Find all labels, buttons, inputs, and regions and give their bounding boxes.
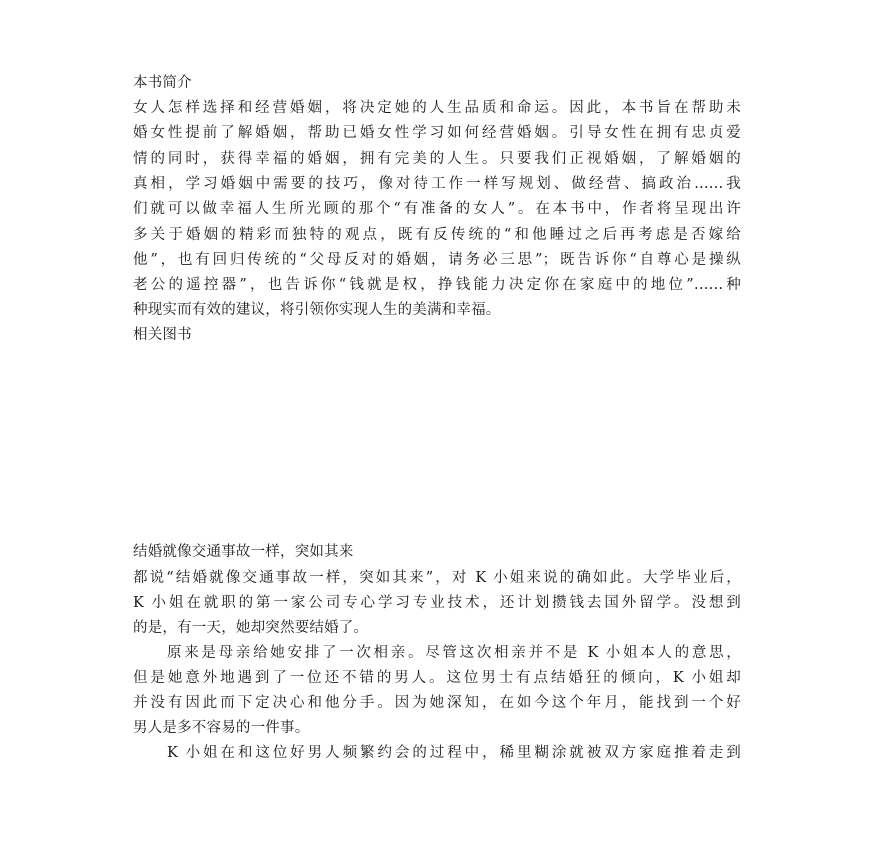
- intro-line-7: 他”，也有回归传统的“父母反对的婚姻，请务必三思”；既告诉你“自尊心是操纵: [133, 252, 741, 268]
- intro-line-2: 婚女性提前了解婚姻，帮助已婚女性学习如何经营婚姻。引导女性在拥有忠贞爱: [133, 125, 741, 141]
- chapter-line-2: K 小姐在就职的第一家公司专心学习专业技术，还计划攒钱去国外留学。没想到: [133, 595, 741, 611]
- chapter-line-6: 并没有因此而下定决心和他分手。因为她深知，在如今这个年月，能找到一个好: [133, 695, 741, 711]
- chapter-line-8: K 小姐在和这位好男人频繁约会的过程中，稀里糊涂就被双方家庭推着走到: [167, 745, 741, 761]
- chapter-line-7: 男人是多不容易的一件事。: [133, 720, 310, 736]
- chapter-line-4: 原来是母亲给她安排了一次相亲。尽管这次相亲并不是 K 小姐本人的意思，: [167, 645, 741, 661]
- intro-line-9: 种现实而有效的建议，将引领你实现人生的美满和幸福。: [133, 302, 501, 318]
- chapter-title: 结婚就像交通事故一样，突如其来: [133, 544, 354, 560]
- section-heading-related-books: 相关图书: [133, 327, 192, 343]
- intro-line-4: 真相，学习婚姻中需要的技巧，像对待工作一样写规划、做经营、搞政治……我: [133, 176, 741, 192]
- chapter-line-3: 的是，有一天，她却突然要结婚了。: [133, 620, 369, 636]
- intro-line-8: 老公的遥控器”，也告诉你“钱就是权，挣钱能力决定你在家庭中的地位”……种: [133, 277, 741, 293]
- chapter-line-1: 都说“结婚就像交通事故一样，突如其来”，对 K 小姐来说的确如此。大学毕业后，: [133, 570, 741, 586]
- intro-line-3: 情的同时，获得幸福的婚姻，拥有完美的人生。只要我们正视婚姻，了解婚姻的: [133, 151, 741, 167]
- chapter-line-5: 但是她意外地遇到了一位还不错的男人。这位男士有点结婚狂的倾向，K 小姐却: [133, 670, 741, 686]
- intro-line-1: 女人怎样选择和经营婚姻，将决定她的人生品质和命运。因此，本书旨在帮助未: [133, 100, 741, 116]
- intro-line-6: 多关于婚姻的精彩而独特的观点，既有反传统的“和他睡过之后再考虑是否嫁给: [133, 227, 741, 243]
- intro-line-5: 们就可以做幸福人生所光顾的那个“有准备的女人”。在本书中，作者将呈现出许: [133, 201, 741, 217]
- section-heading-book-intro: 本书简介: [133, 75, 192, 91]
